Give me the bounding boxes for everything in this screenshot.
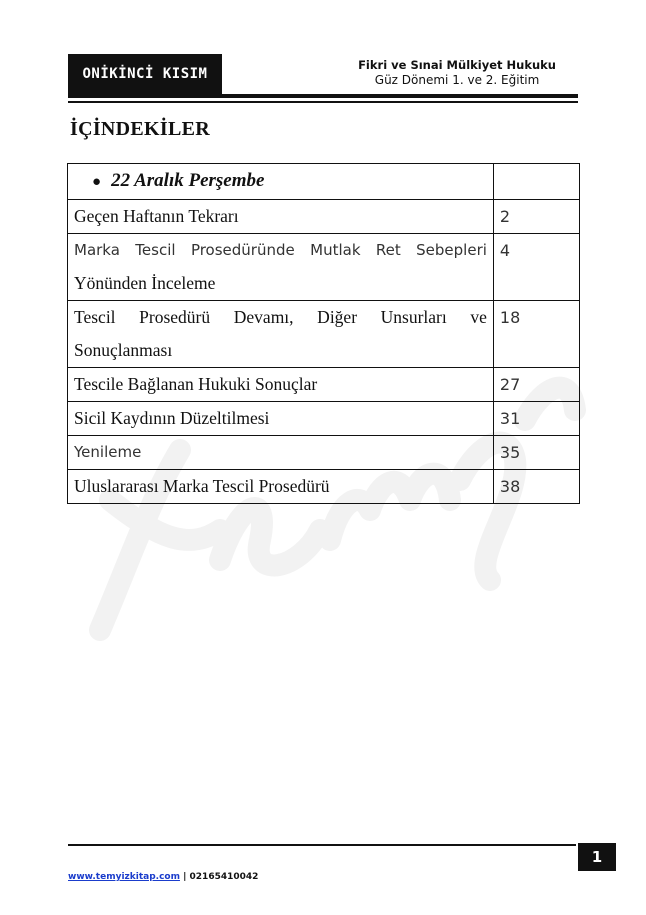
- toc-entry-title: Sicil Kaydının Düzeltilmesi: [68, 402, 494, 436]
- website-link[interactable]: www.temyizkitap.com: [68, 872, 180, 882]
- toc-entry-title: Uluslararası Marka Tescil Prosedürü: [68, 470, 494, 504]
- footer-separator: |: [179, 872, 190, 882]
- toc-heading: İÇİNDEKİLER: [70, 118, 210, 140]
- course-title: Fikri ve Sınai Mülkiyet Hukuku: [358, 58, 556, 72]
- toc-entry-title-line1: Marka Tescil Prosedüründe Mutlak Ret Sebepleri: [74, 241, 487, 259]
- toc-entry-title: [68, 234, 494, 301]
- toc-entry-title: Geçen Haftanın Tekrarı: [68, 200, 494, 234]
- course-term: Güz Dönemi 1. ve 2. Eğitim: [374, 73, 540, 87]
- toc-row[interactable]: [68, 402, 580, 436]
- toc-row[interactable]: [68, 301, 580, 368]
- toc-date: 22 Aralık Perşembe: [111, 170, 265, 191]
- toc-entry-title: Tescile Bağlanan Hukuki Sonuçlar: [68, 368, 494, 402]
- page-number: 1: [578, 843, 616, 871]
- footer-contact: [68, 872, 258, 882]
- bullet-icon: ●: [92, 174, 102, 190]
- part-label: ONİKİNCİ KISIM: [68, 54, 222, 94]
- toc-entry-page: 35: [493, 436, 579, 470]
- toc-entry-title: [68, 301, 494, 368]
- header-rule-thin: [68, 101, 578, 103]
- toc-entry-page: 38: [493, 470, 579, 504]
- toc-entry-page: 2: [493, 200, 579, 234]
- toc-row[interactable]: [68, 368, 580, 402]
- toc-entry-title-line1: Tescil Prosedürü Devamı, Diğer Unsurları ve: [74, 307, 487, 327]
- phone-number: 02165410042: [189, 872, 259, 882]
- toc-row[interactable]: [68, 436, 580, 470]
- toc-row[interactable]: [68, 470, 580, 504]
- toc-date-row: [68, 164, 580, 200]
- toc-entry-title-line2: Yönünden İnceleme: [74, 273, 216, 293]
- toc-table: [67, 163, 580, 504]
- course-info: [358, 58, 556, 88]
- toc-entry-page: 31: [493, 402, 579, 436]
- footer-rule: [68, 844, 576, 846]
- toc-row[interactable]: [68, 200, 580, 234]
- toc-row[interactable]: [68, 234, 580, 301]
- toc-entry-title: Yenileme: [68, 436, 494, 470]
- toc-entry-page: 4: [493, 234, 579, 301]
- toc-entry-page: 27: [493, 368, 579, 402]
- toc-entry-title-line2: Sonuçlanması: [74, 340, 173, 360]
- toc-entry-page: 18: [493, 301, 579, 368]
- header-rule-thick: [68, 94, 578, 98]
